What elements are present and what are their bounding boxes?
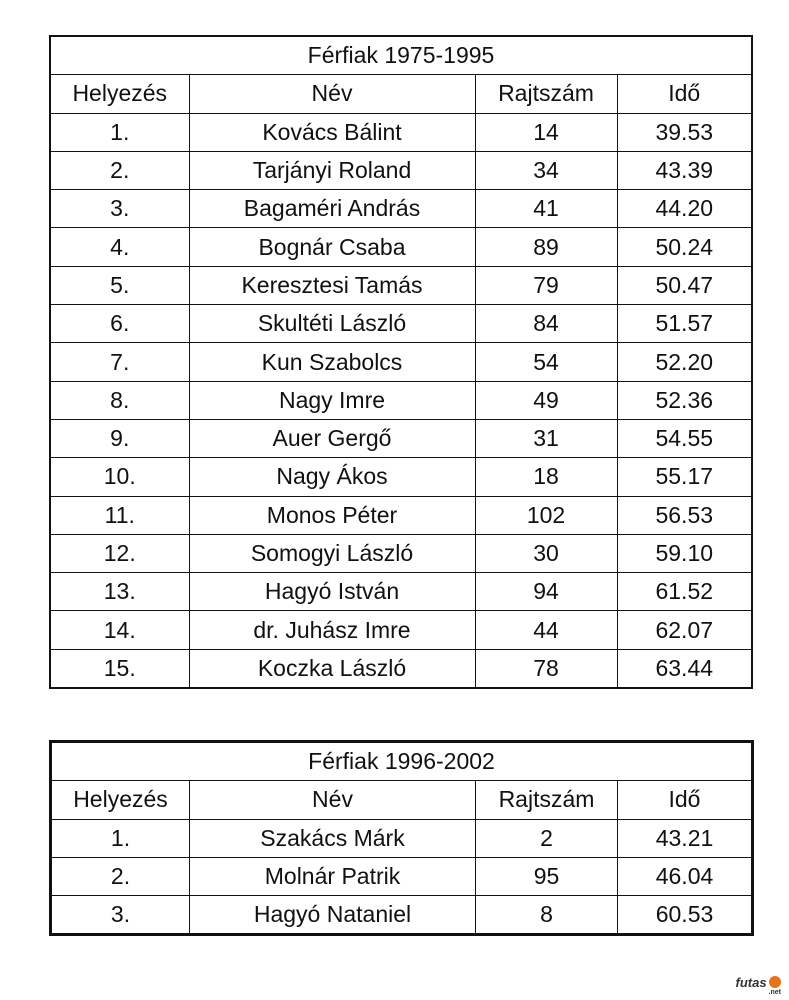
name-cell: Monos Péter <box>189 496 475 534</box>
rank-cell: 8. <box>50 381 189 419</box>
name-cell: Bognár Csaba <box>189 228 475 266</box>
bib-cell: 44 <box>475 611 617 649</box>
bib-cell: 31 <box>475 419 617 457</box>
bib-cell: 2 <box>476 819 618 857</box>
name-cell: Hagyó István <box>189 573 475 611</box>
column-header-name: Név <box>189 75 475 113</box>
name-cell: Koczka László <box>189 649 475 688</box>
time-cell: 43.21 <box>618 819 753 857</box>
bib-cell: 78 <box>475 649 617 688</box>
name-cell: Molnár Patrik <box>190 857 476 895</box>
time-cell: 50.24 <box>617 228 752 266</box>
name-cell: Tarjányi Roland <box>189 151 475 189</box>
rank-cell: 9. <box>50 419 189 457</box>
rank-cell: 13. <box>50 573 189 611</box>
table-body <box>50 113 752 688</box>
table-row <box>51 819 753 857</box>
table-row <box>50 381 752 419</box>
time-cell: 52.36 <box>617 381 752 419</box>
rank-cell: 10. <box>50 458 189 496</box>
rank-cell: 3. <box>51 896 190 935</box>
rank-cell: 15. <box>50 649 189 688</box>
table-row <box>50 419 752 457</box>
rank-cell: 4. <box>50 228 189 266</box>
name-cell: Szakács Márk <box>190 819 476 857</box>
time-cell: 39.53 <box>617 113 752 151</box>
table-row <box>50 113 752 151</box>
rank-cell: 6. <box>50 305 189 343</box>
results-table-1975-1995 <box>49 35 753 689</box>
table-row <box>50 266 752 304</box>
bib-cell: 49 <box>475 381 617 419</box>
column-header-rank: Helyezés <box>50 75 189 113</box>
results-table-1996-2002 <box>49 740 754 936</box>
site-logo-watermark <box>735 975 781 996</box>
time-cell: 51.57 <box>617 305 752 343</box>
time-cell: 63.44 <box>617 649 752 688</box>
bib-cell: 41 <box>475 190 617 228</box>
name-cell: Keresztesi Tamás <box>189 266 475 304</box>
time-cell: 43.39 <box>617 151 752 189</box>
bib-cell: 14 <box>475 113 617 151</box>
table-row <box>51 857 753 895</box>
time-cell: 52.20 <box>617 343 752 381</box>
table-body <box>51 819 753 935</box>
rank-cell: 14. <box>50 611 189 649</box>
table-row <box>51 896 753 935</box>
column-header-bib: Rajtszám <box>475 75 617 113</box>
bib-cell: 8 <box>476 896 618 935</box>
bib-cell: 79 <box>475 266 617 304</box>
table-row <box>50 343 752 381</box>
table-title-row <box>50 36 752 75</box>
time-cell: 54.55 <box>617 419 752 457</box>
bib-cell: 54 <box>475 343 617 381</box>
rank-cell: 12. <box>50 534 189 572</box>
rank-cell: 2. <box>51 857 190 895</box>
rank-cell: 3. <box>50 190 189 228</box>
rank-cell: 1. <box>51 819 190 857</box>
logo-text: futas <box>735 975 767 990</box>
time-cell: 50.47 <box>617 266 752 304</box>
time-cell: 55.17 <box>617 458 752 496</box>
runner-icon <box>769 976 781 988</box>
name-cell: Nagy Ákos <box>189 458 475 496</box>
time-cell: 59.10 <box>617 534 752 572</box>
bib-cell: 18 <box>475 458 617 496</box>
bib-cell: 89 <box>475 228 617 266</box>
name-cell: Bagaméri András <box>189 190 475 228</box>
name-cell: Somogyi László <box>189 534 475 572</box>
table-row <box>50 611 752 649</box>
column-header-name: Név <box>190 781 476 819</box>
time-cell: 60.53 <box>618 896 753 935</box>
table-title: Férfiak 1996-2002 <box>51 742 753 781</box>
bib-cell: 102 <box>475 496 617 534</box>
table-row <box>50 228 752 266</box>
time-cell: 44.20 <box>617 190 752 228</box>
rank-cell: 5. <box>50 266 189 304</box>
column-header-rank: Helyezés <box>51 781 190 819</box>
table-title: Férfiak 1975-1995 <box>50 36 752 75</box>
rank-cell: 1. <box>50 113 189 151</box>
time-cell: 46.04 <box>618 857 753 895</box>
name-cell: Kovács Bálint <box>189 113 475 151</box>
bib-cell: 95 <box>476 857 618 895</box>
table-row <box>50 496 752 534</box>
bib-cell: 84 <box>475 305 617 343</box>
logo-suffix: .net <box>768 989 781 996</box>
time-cell: 61.52 <box>617 573 752 611</box>
table-title-row <box>51 742 753 781</box>
table-row <box>50 151 752 189</box>
column-header-time: Idő <box>618 781 753 819</box>
rank-cell: 7. <box>50 343 189 381</box>
name-cell: Skultéti László <box>189 305 475 343</box>
name-cell: Kun Szabolcs <box>189 343 475 381</box>
table-row <box>50 190 752 228</box>
name-cell: dr. Juhász Imre <box>189 611 475 649</box>
rank-cell: 2. <box>50 151 189 189</box>
rank-cell: 11. <box>50 496 189 534</box>
bib-cell: 30 <box>475 534 617 572</box>
bib-cell: 94 <box>475 573 617 611</box>
name-cell: Hagyó Nataniel <box>190 896 476 935</box>
table-row <box>50 458 752 496</box>
table-row <box>50 573 752 611</box>
table-header-row <box>51 781 753 819</box>
time-cell: 62.07 <box>617 611 752 649</box>
time-cell: 56.53 <box>617 496 752 534</box>
name-cell: Auer Gergő <box>189 419 475 457</box>
table-row <box>50 534 752 572</box>
name-cell: Nagy Imre <box>189 381 475 419</box>
column-header-time: Idő <box>617 75 752 113</box>
bib-cell: 34 <box>475 151 617 189</box>
table-header-row <box>50 75 752 113</box>
column-header-bib: Rajtszám <box>476 781 618 819</box>
table-row <box>50 649 752 688</box>
table-row <box>50 305 752 343</box>
